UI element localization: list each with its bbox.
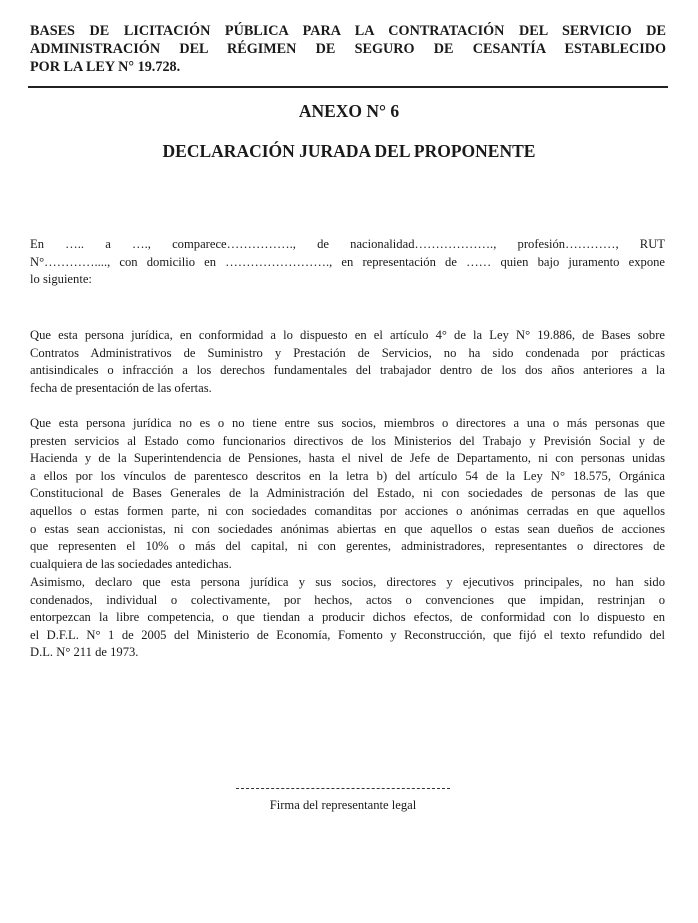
- text-line: fecha de presentación de las ofertas.: [30, 380, 212, 395]
- text-line: Que esta persona jurídica, en conformidad a lo dispuesto en el artículo 4° de la Ley N° 19.886, de Bases sobre: [30, 328, 665, 342]
- intro-paragraph: [30, 236, 665, 289]
- text-line: aquellos o estas formen parte, ni con sociedades comanditas por acciones o anónimas cerradas en que aquellos: [30, 503, 665, 518]
- header-line: POR LA LEY N° 19.728.: [30, 59, 181, 75]
- document-header: [30, 22, 666, 76]
- paragraph-antisindical: [30, 327, 665, 397]
- text-line: condenados, individual o colectivamente, por hechos, actos o convenciones que impidan, restrinjan o: [30, 592, 665, 607]
- signature-label: Firma del representante legal: [269, 798, 417, 812]
- text-line: Constitucional de Bases Generales de la Administración del Estado, ni con sociedades de personas de las que: [30, 486, 665, 501]
- text-line: Asimismo, declaro que esta persona jurídica y sus socios, directores y ejecutivos principales, no han sido: [30, 575, 665, 589]
- header-divider: [28, 86, 668, 88]
- text-line: entorpezcan la libre competencia, o que tiendan a producir dichos efectos, de conformidad con lo dispuesto en: [30, 610, 665, 625]
- text-line: que representen el 10% o más del capital, ni con gerentes, administradores, representantes o directores de: [30, 539, 665, 554]
- signature-line: [236, 788, 450, 789]
- text-line: Que esta persona jurídica no es o no tiene entre sus socios, miembros o directores a una o más personas que: [30, 416, 665, 430]
- text-line: o estas sean accionistas, ni con sociedades anónimas abiertas en que aquellos o estas sean dueños de acciones: [30, 521, 665, 536]
- text-line: cualquiera de las sociedades antedichas.: [30, 556, 232, 571]
- paragraph-competition: [30, 574, 665, 662]
- paragraph-conflicts: [30, 415, 665, 573]
- text-line: a ellos por los vínculos de parentesco descritos en la letra b) del artículo 54 de la Ley N° 18.575, Orgánica: [30, 468, 665, 483]
- header-line: ADMINISTRACIÓN DEL RÉGIMEN DE SEGURO DE CESANTÍA ESTABLECIDO: [30, 41, 666, 57]
- text-line: Contratos Administrativos de Suministro y Prestación de Servicios, no ha sido condenada por prácticas: [30, 345, 665, 360]
- text-line: presten servicios al Estado como funcionarios directivos de los Ministerios del Trabajo y Previsión Social y de: [30, 433, 665, 448]
- text-line: En ….. a …., comparece……………., de nacionalidad………………., profesión…………, RUT: [30, 237, 665, 251]
- text-line: Hacienda y de la Superintendencia de Pensiones, hasta el nivel de Jefe de Departamento, ni con personas unidas: [30, 451, 665, 466]
- text-line: lo siguiente:: [30, 272, 92, 287]
- annex-title: ANEXO N° 6: [298, 101, 400, 121]
- text-line: el D.F.L. N° 1 de 2005 del Ministerio de Economía, Fomento y Reconstrucción, que fijó el texto refundido del: [30, 627, 665, 642]
- text-line: N°…………...., con domicilio en ……………………., en representación de …… quien bajo juramento expone: [30, 254, 665, 269]
- declaration-title: DECLARACIÓN JURADA DEL PROPONENTE: [162, 141, 536, 161]
- text-line: antisindicales o infracción a los derechos fundamentales del trabajador dentro de los dos años anteriores a la: [30, 363, 665, 378]
- header-line: BASES DE LICITACIÓN PÚBLICA PARA LA CONTRATACIÓN DEL SERVICIO DE: [30, 23, 666, 39]
- text-line: D.L. N° 211 de 1973.: [30, 645, 139, 660]
